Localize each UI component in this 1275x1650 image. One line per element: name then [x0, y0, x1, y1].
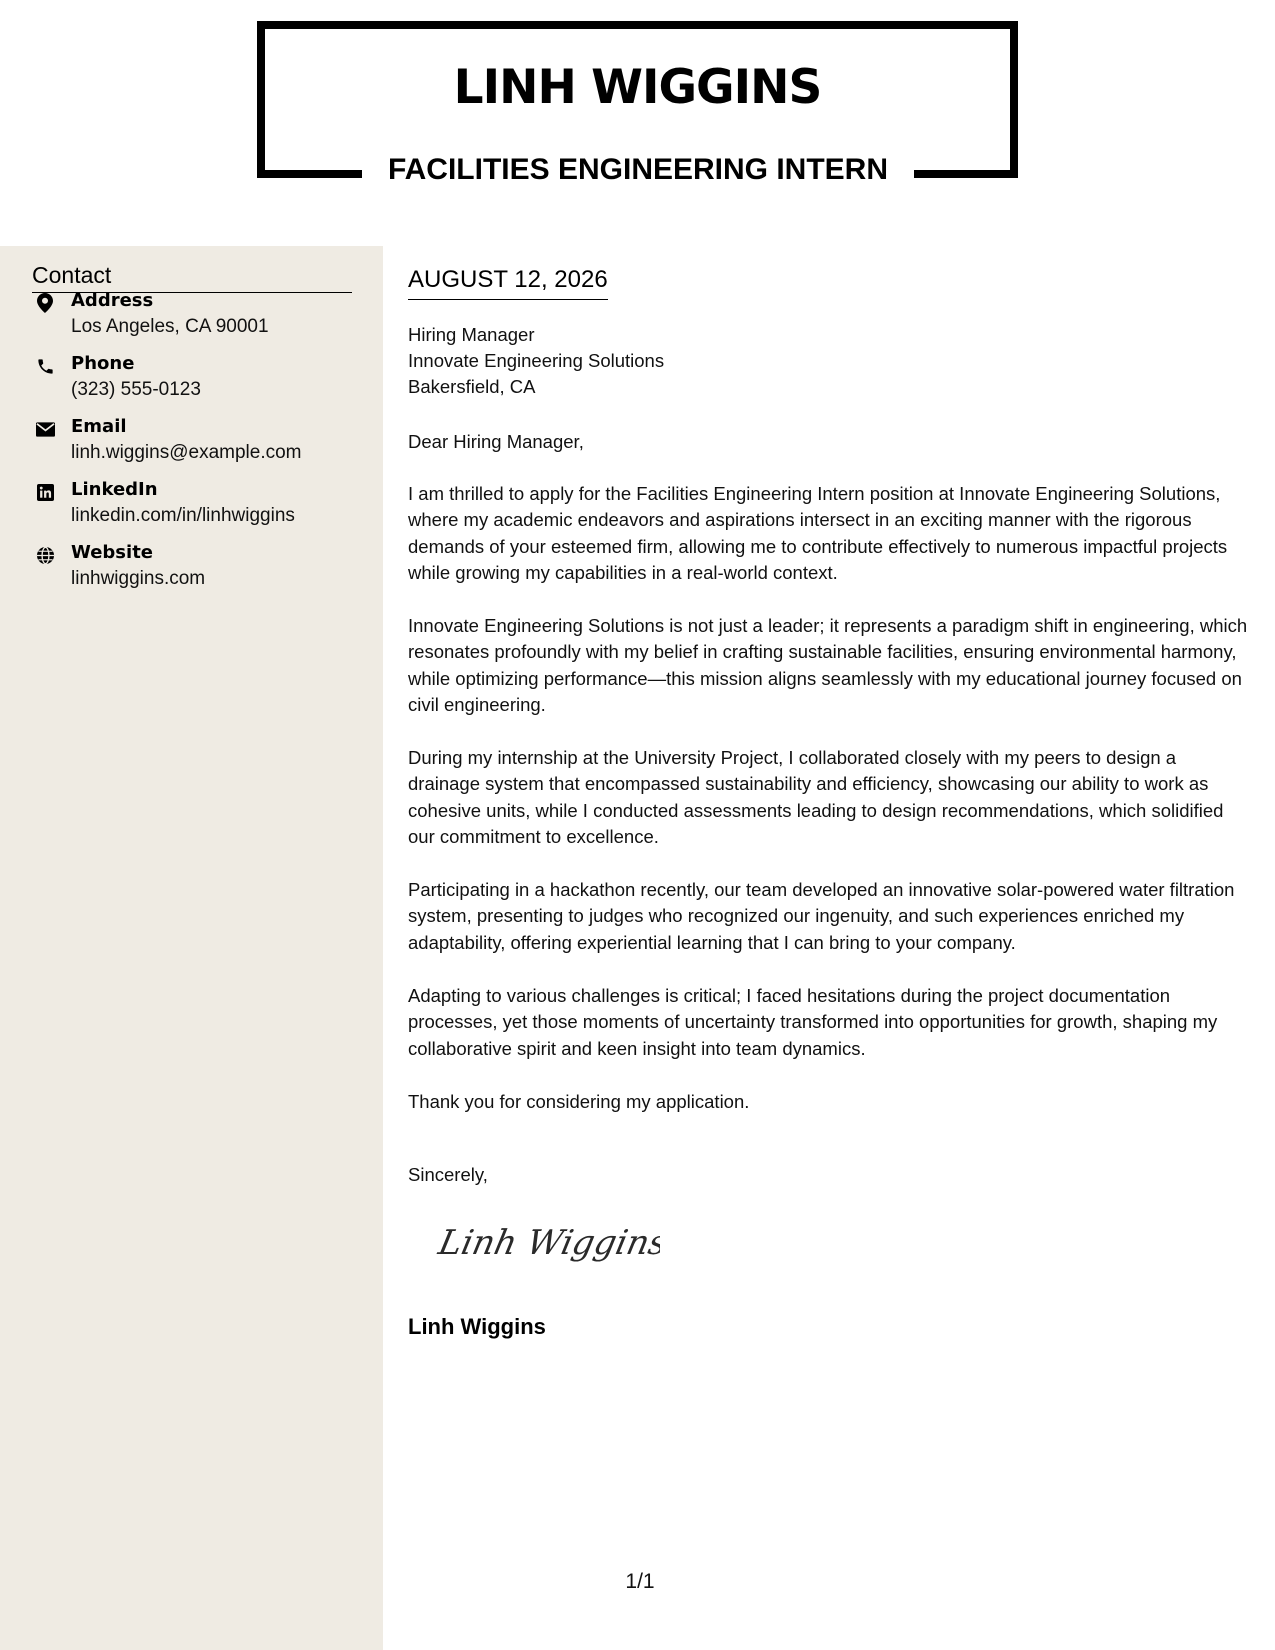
- contact-label: LinkedIn: [71, 479, 158, 500]
- letter-date: AUGUST 12, 2026: [408, 266, 608, 300]
- paragraph-thanks: Thank you for considering my application.: [408, 1091, 750, 1112]
- job-title: FACILITIES ENGINEERING INTERN: [387, 153, 889, 186]
- page-number: 1/1: [625, 1570, 655, 1593]
- contact-heading: Contact: [32, 262, 352, 293]
- email-value[interactable]: linh.wiggins@example.com: [71, 442, 302, 463]
- signature-text: Linh Wiggins: [435, 1223, 660, 1263]
- phone-value: (323) 555-0123: [71, 379, 201, 400]
- map-pin-icon: [32, 290, 58, 316]
- contact-label: Website: [71, 542, 154, 563]
- paragraph-internship: During my internship at the University Project, I collaborated closely with my peers to design a drainage system that encompassed sustainability and efficiency, showcasing our ability to work as cohesive units, while I conducted assessments leading to design recommendations, which solidified our commitment to excellence.: [408, 747, 1224, 847]
- contact-label: Email: [71, 416, 127, 437]
- recipient-title: Hiring Manager: [408, 324, 535, 345]
- website-value[interactable]: linhwiggins.com: [71, 568, 206, 589]
- closing: Sincerely,: [408, 1164, 488, 1185]
- paragraph-company: Innovate Engineering Solutions is not just a leader; it represents a paradigm shift in engineering, which resonates profoundly with my belief in crafting sustainable facilities, ensuring environmental harmony, while optimizing performance—this mission aligns seamlessly with my educational journey focused on civil engineering.: [408, 615, 1248, 715]
- recipient-location: Bakersfield, CA: [408, 376, 536, 397]
- applicant-name: LINH WIGGINS: [453, 60, 822, 115]
- recipient-block: [408, 322, 664, 400]
- paragraph-hackathon: Participating in a hackathon recently, our team developed an innovative solar-powered water filtration system, presenting to judges who recognized our ingenuity, and such experiences enriched my adaptability, offering experiential learning that I can bring to your company.: [408, 879, 1235, 953]
- paragraph-challenges: Adapting to various challenges is critical; I faced hesitations during the project documentation processes, yet those moments of uncertainty transformed into opportunities for growth, shaping my collaborative spirit and keen insight into team dynamics.: [408, 985, 1218, 1059]
- salutation: Dear Hiring Manager,: [408, 431, 584, 452]
- globe-icon: [32, 542, 58, 568]
- signer-name: Linh Wiggins: [408, 1314, 546, 1339]
- linkedin-value[interactable]: linkedin.com/in/linhwiggins: [71, 505, 295, 526]
- contact-sidebar: [0, 246, 383, 1650]
- envelope-icon: [32, 416, 58, 442]
- paragraph-intro: I am thrilled to apply for the Facilities Engineering Intern position at Innovate Engineering Solutions, where my academic endeavors and aspirations intersect in an exciting manner with the rigorous demands of your esteemed firm, allowing me to contribute effectively to numerous impactful projects while growing my capabilities in a real-world context.: [408, 483, 1228, 583]
- recipient-company: Innovate Engineering Solutions: [408, 350, 665, 371]
- signature: [430, 1212, 660, 1272]
- contact-label: Address: [71, 290, 154, 311]
- address-value: Los Angeles, CA 90001: [71, 316, 269, 337]
- phone-icon: [32, 353, 58, 379]
- linkedin-icon: [32, 479, 58, 505]
- contact-label: Phone: [71, 353, 135, 374]
